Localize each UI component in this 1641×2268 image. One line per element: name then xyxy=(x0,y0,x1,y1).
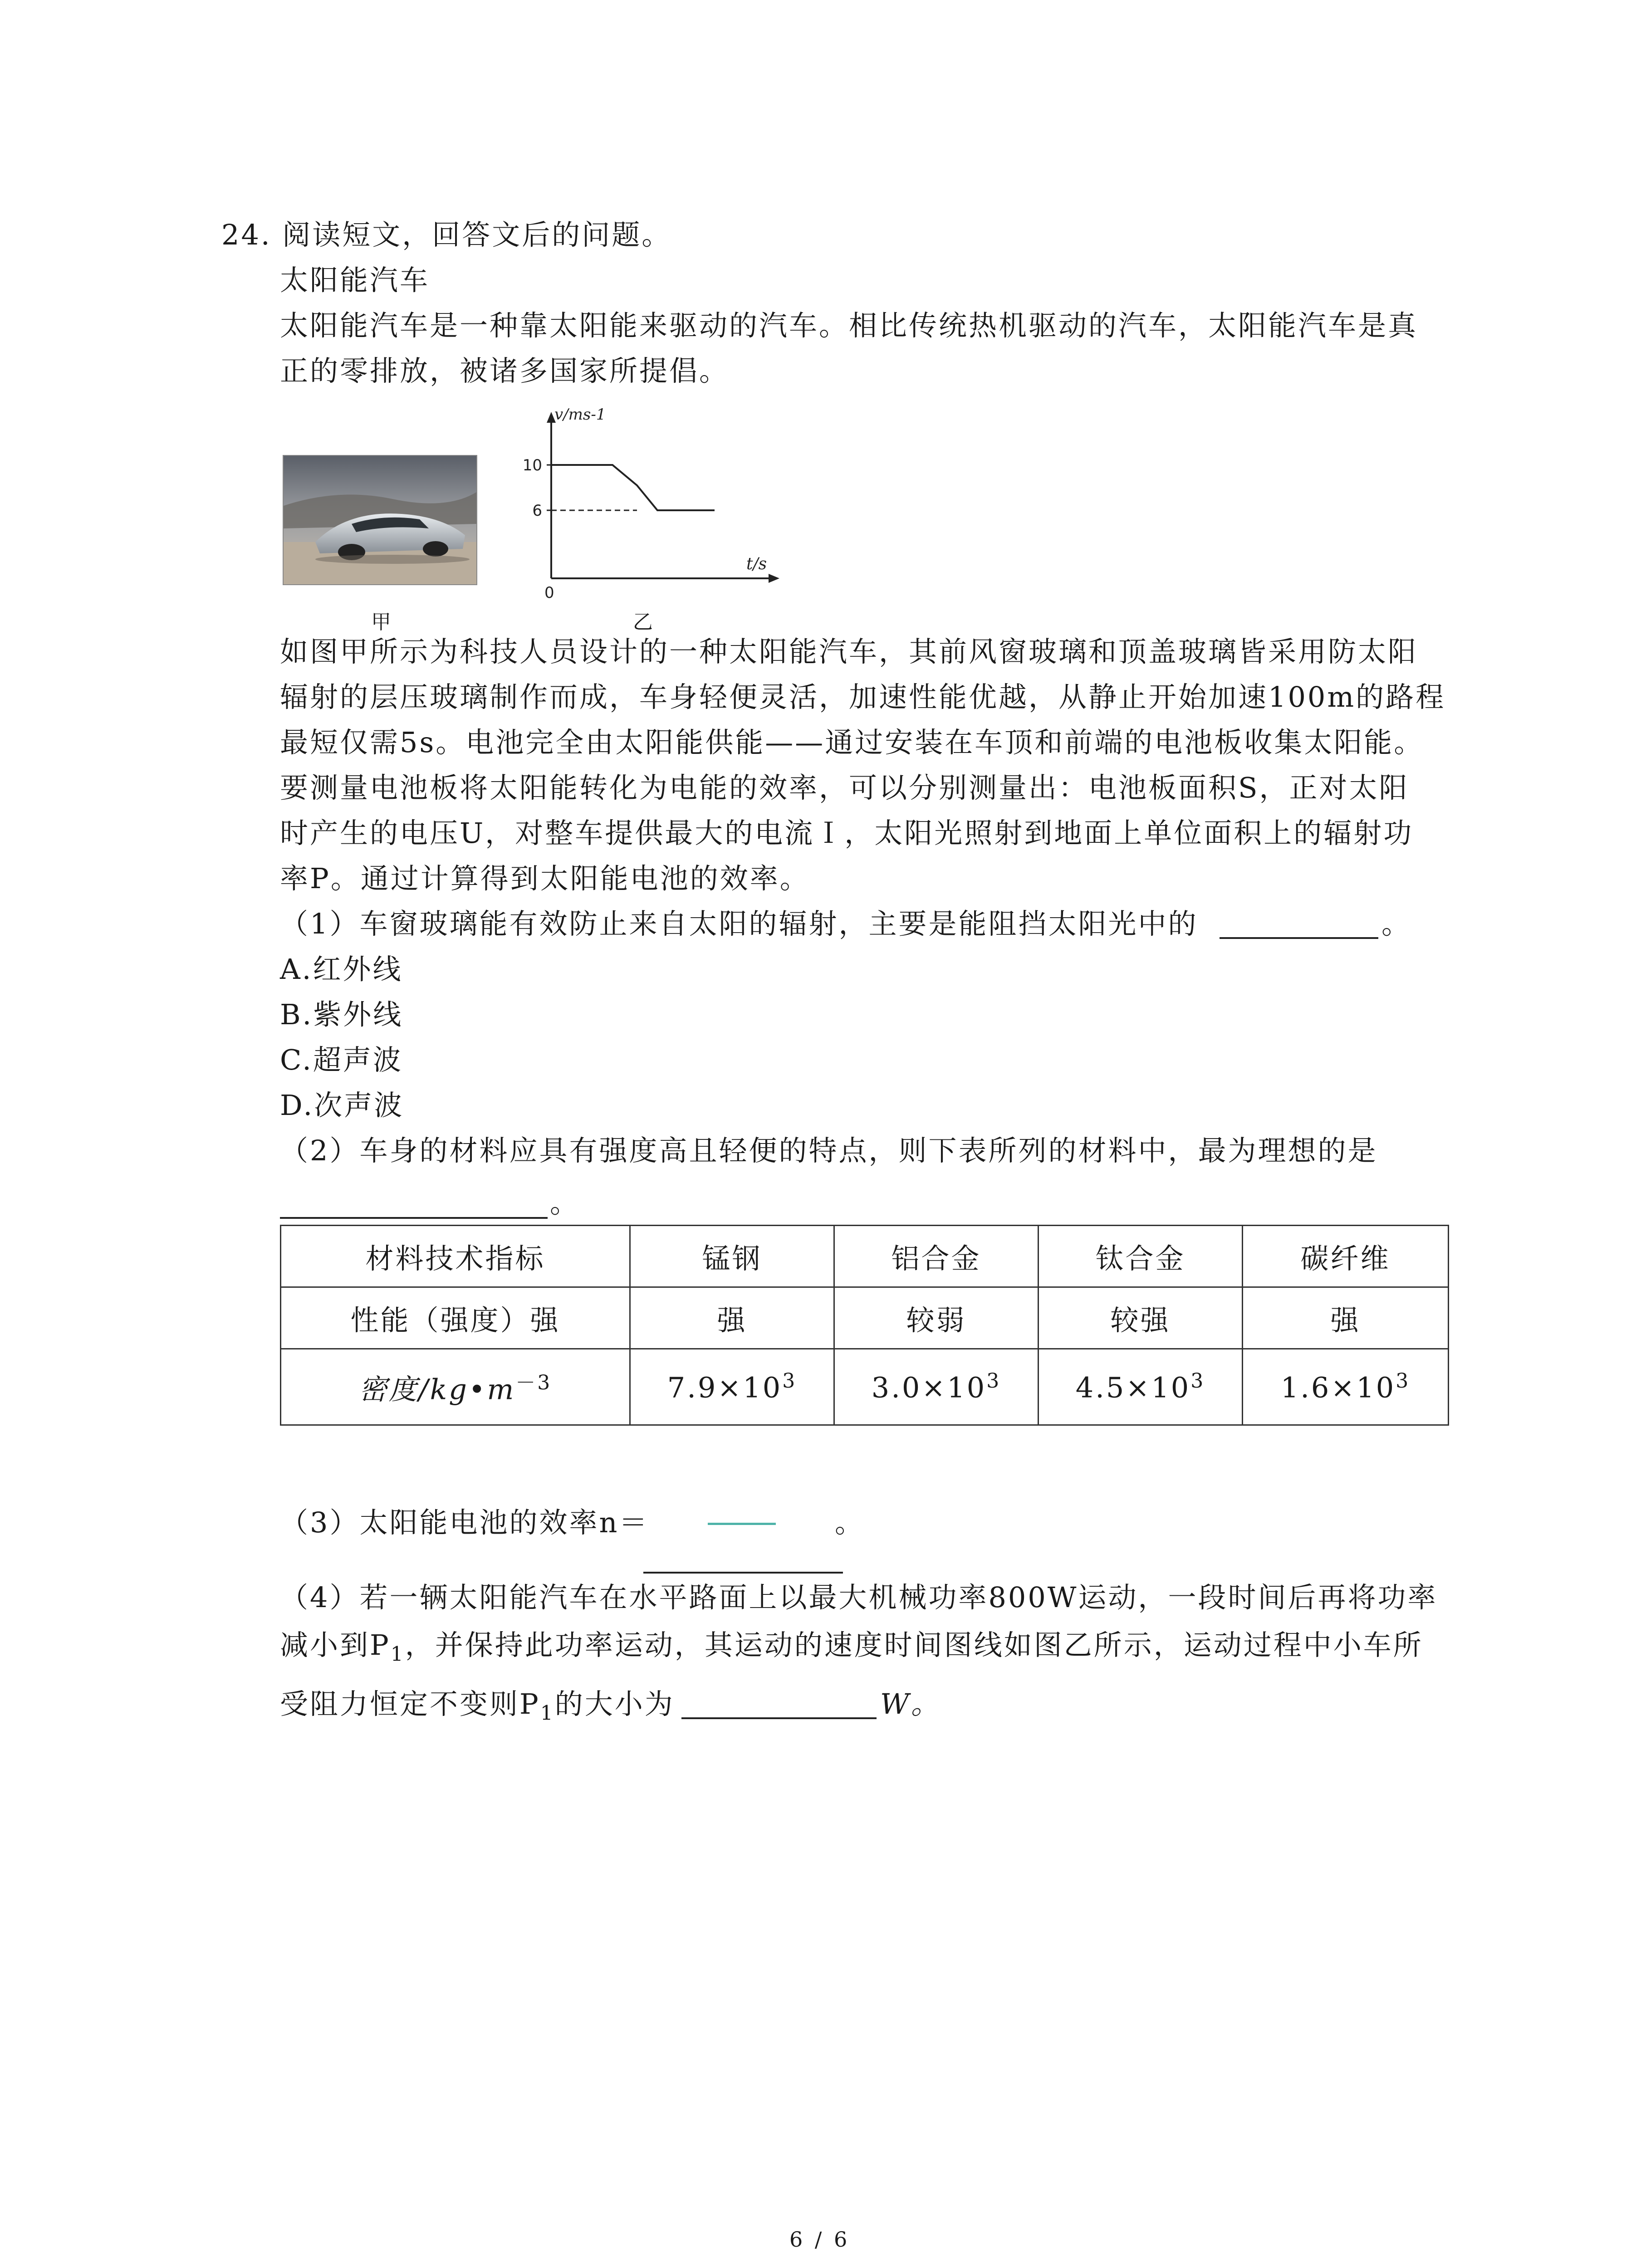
density-label: 密度/kg•m xyxy=(358,1373,516,1406)
q2-text: （2）车身的材料应具有强度高且轻便的特点，则下表所列的材料中，最为理想的是 xyxy=(280,1134,1378,1167)
table-cell: 铝合金 xyxy=(834,1226,1038,1287)
article-title: 太阳能汽车 xyxy=(280,264,430,297)
table-row xyxy=(281,1349,1449,1425)
body-line-5: 时产生的电压U，对整车提供最大的电流Ｉ，太阳光照射到地面上单位面积上的辐射功 xyxy=(280,816,1414,850)
table-cell xyxy=(281,1349,630,1425)
velocity-series-line xyxy=(551,465,715,510)
table-cell: 性能（强度）强 xyxy=(281,1287,630,1349)
q3-text: （3）太阳能电池的效率n＝ xyxy=(280,1506,649,1539)
body-line-6: 率P。通过计算得到太阳能电池的效率。 xyxy=(280,862,810,895)
table-cell: $3.0\times 10^3$ xyxy=(834,1349,1038,1425)
table-cell: 碳纤维 xyxy=(1243,1226,1449,1287)
velocity-time-graph xyxy=(499,399,794,599)
q3-fraction-bar xyxy=(708,1523,776,1525)
density-exponent: －3 xyxy=(515,1371,552,1395)
q1-answer-blank[interactable] xyxy=(1220,937,1378,939)
q4-line-3: 受阻力恒定不变则$P_1$的大小为 xyxy=(280,1687,675,1725)
q3-end: 。 xyxy=(835,1506,865,1539)
x-axis-arrow-icon xyxy=(769,574,779,583)
table-cell: 较弱 xyxy=(834,1287,1038,1349)
q1-end: 。 xyxy=(1381,907,1412,940)
table-cell: 材料技术指标 xyxy=(281,1226,630,1287)
q1-text xyxy=(280,905,1198,943)
table-row xyxy=(281,1287,1449,1349)
body-line-3: 最短仅需5s。电池完全由太阳能供能——通过安装在车顶和前端的电池板收集太阳能。 xyxy=(280,726,1424,759)
y-axis-label: v/ms-1 xyxy=(554,406,606,424)
q4-answer-blank[interactable] xyxy=(681,1717,877,1719)
question-title: 24. 阅读短文，回答文后的问题。 xyxy=(221,218,672,251)
solar-car-photo xyxy=(283,455,477,585)
table-cell: 强 xyxy=(1243,1287,1449,1349)
intro-line-2: 正的零排放，被诸多国家所提倡。 xyxy=(280,354,730,387)
y-tick-label: 6 xyxy=(532,502,542,520)
table-cell: 较强 xyxy=(1038,1287,1243,1349)
body-line-1: 如图甲所示为科技人员设计的一种太阳能汽车，其前风窗玻璃和顶盖玻璃皆采用防太阳 xyxy=(280,635,1418,668)
q2-end: 。 xyxy=(550,1186,580,1219)
q4-line-1: （4）若一辆太阳能汽车在水平路面上以最大机械功率800W运动，一段时间后再将功率 xyxy=(280,1581,1438,1614)
table-cell: $7.9\times 10^3$ xyxy=(630,1349,834,1425)
intro-line-1: 太阳能汽车是一种靠太阳能来驱动的汽车。相比传统热机驱动的汽车，太阳能汽车是真 xyxy=(280,309,1418,342)
materials-table xyxy=(280,1225,1449,1426)
table-cell: 锰钢 xyxy=(630,1226,834,1287)
figure-label-yi: 乙 xyxy=(633,611,653,634)
table-cell: 钛合金 xyxy=(1038,1226,1243,1287)
body-line-4: 要测量电池板将太阳能转化为电能的效率，可以分别测量出：电池板面积S，正对太阳 xyxy=(280,771,1409,804)
q2-answer-blank[interactable] xyxy=(280,1217,548,1219)
origin-label: 0 xyxy=(544,584,554,599)
table-header-row xyxy=(281,1226,1449,1287)
table-cell: $4.5\times 10^3$ xyxy=(1038,1349,1243,1425)
q3-answer-blank[interactable] xyxy=(643,1572,843,1574)
x-axis-label: t/s xyxy=(746,555,767,573)
q1-prompt: （1）车窗玻璃能有效防止来自太阳的辐射，主要是能阻挡太阳光中的 xyxy=(280,907,1198,940)
q1-option-d[interactable]: D.次声波 xyxy=(280,1089,404,1122)
q1-option-a[interactable]: A.红外线 xyxy=(280,953,403,986)
page-number: 6 / 6 xyxy=(789,2227,850,2252)
figure-label-jia: 甲 xyxy=(371,611,391,634)
body-line-2: 辐射的层压玻璃制作而成，车身轻便灵活，加速性能优越，从静止开始加速100m的路程 xyxy=(280,680,1446,714)
table-cell: 强 xyxy=(630,1287,834,1349)
q1-option-b[interactable]: B.紫外线 xyxy=(280,998,403,1031)
q4-line-2: 减小到$P_1$，并保持此功率运动，其运动的速度时间图线如图乙所示，运动过程中小车所 xyxy=(280,1628,1423,1666)
q4-unit: W。 xyxy=(880,1687,941,1721)
table-cell: $1.6\times 10^3$ xyxy=(1243,1349,1449,1425)
q1-option-c[interactable]: C.超声波 xyxy=(280,1043,403,1076)
y-tick-label: 10 xyxy=(522,456,542,474)
